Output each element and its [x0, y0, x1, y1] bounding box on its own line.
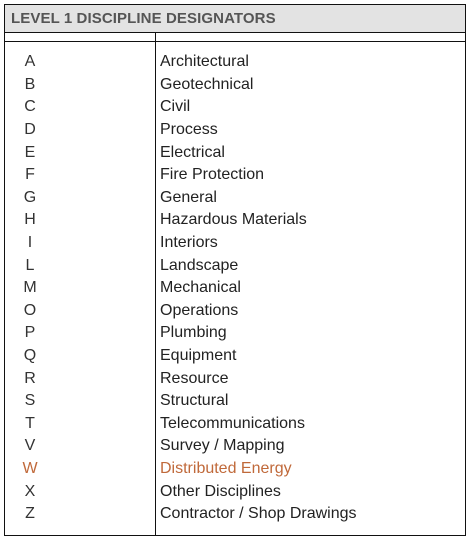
designator-code: S — [24, 392, 36, 410]
designator-code: D — [24, 121, 36, 139]
table-row — [5, 141, 465, 164]
table-row — [5, 390, 465, 413]
table-row — [5, 367, 465, 390]
discipline-name: Other Disciplines — [160, 482, 281, 500]
table-title: LEVEL 1 DISCIPLINE DESIGNATORS — [11, 10, 276, 27]
discipline-name: Civil — [160, 98, 191, 116]
table-row — [5, 164, 465, 187]
designator-code: R — [24, 369, 36, 387]
discipline-name: Structural — [160, 392, 229, 410]
designators-table — [4, 4, 466, 536]
designator-code: I — [27, 234, 33, 252]
designator-code: V — [24, 437, 36, 455]
discipline-name: Contractor / Shop Drawings — [160, 505, 357, 523]
table-row — [5, 209, 465, 232]
discipline-name: Distributed Energy — [160, 459, 292, 477]
designator-code: Q — [23, 347, 37, 365]
designator-code: F — [25, 166, 35, 184]
discipline-name: Landscape — [160, 256, 239, 274]
rows-container — [5, 42, 465, 525]
designator-code: C — [24, 98, 36, 116]
designator-code: Z — [25, 505, 35, 523]
discipline-name: Survey / Mapping — [160, 437, 285, 455]
discipline-name: Electrical — [160, 143, 225, 161]
table-body — [5, 42, 465, 535]
discipline-name: Geotechnical — [160, 75, 254, 93]
designator-code: X — [24, 482, 36, 500]
discipline-name: Process — [160, 121, 218, 139]
designator-code: E — [24, 143, 36, 161]
designator-code: T — [25, 414, 35, 432]
discipline-name: Hazardous Materials — [160, 211, 307, 229]
discipline-name: General — [160, 188, 217, 206]
table-row — [5, 187, 465, 210]
discipline-name: Equipment — [160, 347, 237, 365]
table-row — [5, 413, 465, 436]
table-row — [5, 458, 465, 481]
discipline-name: Plumbing — [160, 324, 227, 342]
discipline-name: Mechanical — [160, 279, 241, 297]
discipline-name: Architectural — [160, 53, 249, 71]
table-row — [5, 232, 465, 255]
table-row — [5, 300, 465, 323]
table-row — [5, 480, 465, 503]
table-row — [5, 119, 465, 142]
table-row — [5, 435, 465, 458]
table-row — [5, 254, 465, 277]
discipline-name: Fire Protection — [160, 166, 265, 184]
designator-code: W — [22, 459, 38, 477]
designator-code: H — [24, 211, 36, 229]
table-row — [5, 503, 465, 526]
table-row — [5, 322, 465, 345]
designator-code: L — [25, 256, 35, 274]
designator-code: B — [24, 75, 36, 93]
table-row — [5, 96, 465, 119]
table-row — [5, 345, 465, 368]
table-header — [5, 5, 465, 33]
discipline-name: Resource — [160, 369, 229, 387]
discipline-name: Operations — [160, 301, 239, 319]
table-row — [5, 74, 465, 97]
table-row — [5, 51, 465, 74]
designator-code: A — [24, 53, 36, 71]
designator-code: P — [24, 324, 36, 342]
designator-code: O — [23, 301, 37, 319]
discipline-name: Interiors — [160, 234, 218, 252]
header-spacer — [5, 33, 465, 42]
designator-code: M — [23, 279, 37, 297]
discipline-name: Telecommunications — [160, 414, 305, 432]
designator-code: G — [23, 188, 37, 206]
column-divider-top — [155, 33, 156, 41]
table-row — [5, 277, 465, 300]
